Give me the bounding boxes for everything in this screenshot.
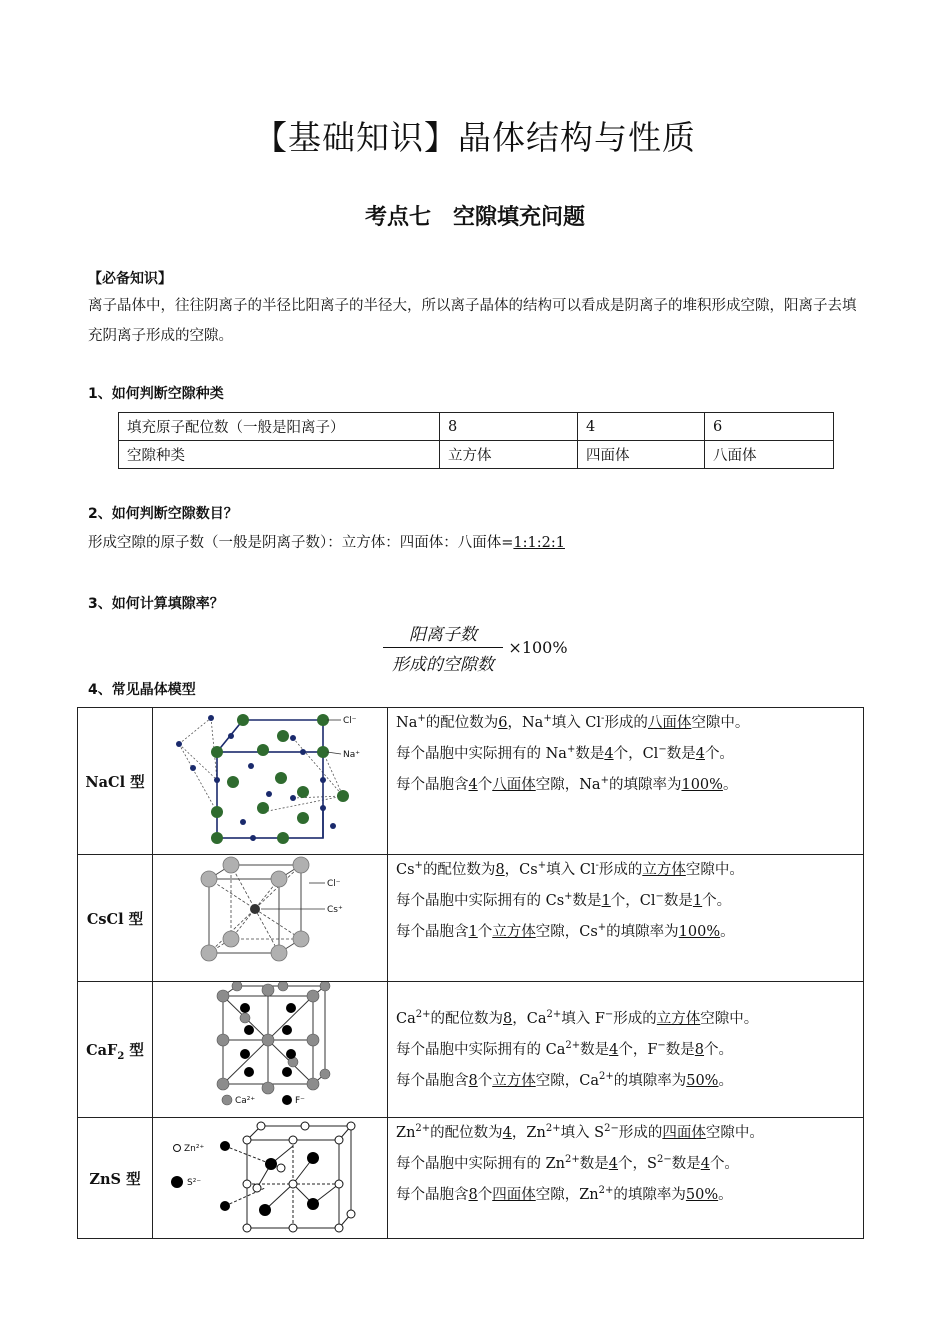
- table-cell: 八面体: [705, 441, 834, 469]
- text-fragment: 个。: [709, 1156, 739, 1172]
- text-fragment: 个，Cl: [613, 746, 659, 762]
- cscl-line-2: [396, 886, 863, 917]
- q4-heading: 4、常见晶体模型: [88, 682, 196, 698]
- text-fragment: 空隙，Zn: [535, 1187, 599, 1203]
- table-row: [78, 982, 864, 1118]
- text-fragment: 4: [609, 1042, 619, 1058]
- table-cell: 4: [578, 413, 705, 441]
- text-fragment: 八面体: [492, 777, 536, 793]
- text-fragment: +: [566, 744, 576, 756]
- caf2-figure-cell: [153, 982, 388, 1118]
- text-fragment: 个。: [704, 746, 734, 762]
- text-fragment: 每个晶胞含: [396, 1187, 469, 1203]
- table-row: [119, 441, 834, 469]
- text-fragment: -: [601, 713, 605, 725]
- text-fragment: ，Na: [507, 715, 544, 731]
- text-fragment: +: [543, 713, 552, 725]
- q1-heading: 1、如何判断空隙种类: [88, 386, 224, 402]
- text-fragment: 每个晶胞含: [396, 777, 469, 793]
- text-fragment: 个: [477, 1073, 493, 1089]
- text-fragment: 个。: [702, 893, 732, 909]
- cscl-figure-cell: [153, 855, 388, 982]
- text-fragment: 数是: [579, 1156, 609, 1172]
- text-fragment: 个，F: [618, 1042, 658, 1058]
- caf2-line-2: [396, 1035, 863, 1066]
- text-fragment: 形成的: [604, 715, 648, 731]
- cscl-label-chloride: Cl⁻: [327, 879, 341, 889]
- text-fragment: 的配位数为: [425, 715, 499, 731]
- q2-heading: 2、如何判断空隙数目？: [88, 506, 238, 522]
- table-row: [78, 708, 864, 855]
- table-row: [78, 855, 864, 982]
- text-fragment: 2+: [598, 1071, 614, 1083]
- nacl-line-2: [396, 739, 863, 770]
- text-fragment: 。: [718, 1187, 733, 1203]
- intro-paragraph: 离子晶体中，往往阴离子的半径比阳离子的半径大，所以离子晶体的结构可以看成是阴离子的堆积形成空隙，阳离子去填充阴离子形成的空隙。: [88, 298, 857, 344]
- zns-line-1: [396, 1118, 863, 1149]
- text-fragment: Ca: [396, 1011, 416, 1027]
- text-fragment: 4: [695, 746, 705, 762]
- nacl-line-1: [396, 708, 863, 739]
- cscl-line-3: [396, 917, 863, 948]
- text-fragment: 个，Cl: [610, 893, 656, 909]
- text-fragment: 的填隙率为: [606, 924, 679, 940]
- text-fragment: 个: [477, 924, 493, 940]
- text-fragment: 50%: [685, 1187, 719, 1203]
- text-fragment: 形成的: [613, 1011, 657, 1027]
- caf2-unit-cell-diagram: [153, 982, 387, 1113]
- text-fragment: 的配位数为: [430, 1011, 503, 1027]
- text-fragment: 形成的: [618, 1125, 663, 1141]
- nacl-figure-cell: [153, 708, 388, 855]
- q3-heading: 3、如何计算填隙率？: [88, 596, 224, 612]
- zns-legend-zinc: Zn²⁺: [184, 1144, 205, 1154]
- text-fragment: +: [414, 860, 423, 872]
- text-fragment: Na: [396, 715, 418, 731]
- text-fragment: 1: [468, 924, 478, 940]
- text-fragment: 空隙，Na: [535, 777, 601, 793]
- q2-text: [88, 528, 868, 558]
- zns-line-2: [396, 1149, 863, 1180]
- caf2-legend-calcium: Ca²⁺: [235, 1096, 256, 1106]
- text-fragment: 空隙，Ca: [535, 1073, 599, 1089]
- text-fragment: ，Cs: [504, 862, 538, 878]
- table-cell: 6: [705, 413, 834, 441]
- q2-ratio: 1:1:2:1: [513, 535, 565, 551]
- q2-text-main: 形成空隙的原子数（一般是阴离子数）：立方体：四面体：八面体=: [88, 535, 514, 551]
- text-fragment: 每个晶胞中实际拥有的 Cs: [396, 893, 565, 909]
- text-fragment: ，Ca: [512, 1011, 547, 1027]
- text-fragment: 空隙中。: [700, 1011, 759, 1027]
- zns-figure-cell: [153, 1118, 388, 1239]
- text-fragment: 填入 S: [560, 1125, 605, 1141]
- text-fragment: 8: [495, 862, 505, 878]
- text-fragment: 个，S: [618, 1156, 657, 1172]
- text-fragment: 填入 Cl: [551, 715, 602, 731]
- text-fragment: 立方体: [492, 924, 536, 940]
- text-fragment: 8: [468, 1187, 478, 1203]
- text-fragment: 数是: [666, 746, 696, 762]
- table-cell: 8: [440, 413, 578, 441]
- text-fragment: +: [564, 891, 573, 903]
- model-name-caf2: [78, 982, 153, 1118]
- text-fragment: 4: [700, 1156, 710, 1172]
- text-fragment: 。: [720, 924, 735, 940]
- text-fragment: 个: [477, 777, 493, 793]
- text-fragment: +: [417, 713, 426, 725]
- nacl-description: [388, 708, 864, 855]
- section-label: 【必备知识】: [88, 271, 172, 287]
- model-name-cscl: CsCl 型: [78, 855, 153, 982]
- text-fragment: −: [604, 1009, 614, 1021]
- caf2-line-1: [396, 1004, 863, 1035]
- text-fragment: 的填隙率为: [608, 777, 682, 793]
- text-fragment: 50%: [686, 1073, 719, 1089]
- text-fragment: 4: [502, 1125, 512, 1141]
- text-fragment: 个。: [704, 1042, 734, 1058]
- text-fragment: 立方体: [642, 862, 686, 878]
- text-fragment: 形成的: [598, 862, 643, 878]
- text-fragment: 100%: [678, 924, 721, 940]
- text-fragment: 2+: [546, 1009, 562, 1021]
- text-fragment: -: [595, 860, 599, 872]
- text-fragment: −: [658, 744, 667, 756]
- caf2-line-3: [396, 1066, 863, 1097]
- text-fragment: 2+: [545, 1123, 561, 1135]
- cscl-unit-cell-diagram: [153, 855, 387, 977]
- gap-type-table: [118, 412, 834, 469]
- formula-numerator: 阳离子数: [383, 620, 503, 648]
- text-fragment: 。: [722, 777, 738, 793]
- text-fragment: 每个晶胞含: [396, 924, 469, 940]
- model-name-nacl: NaCl 型: [78, 708, 153, 855]
- text-fragment: 数是: [671, 1156, 701, 1172]
- text-fragment: 2−: [604, 1123, 619, 1135]
- text-fragment: 2+: [415, 1123, 431, 1135]
- table-cell: 空隙种类: [119, 441, 440, 469]
- text-fragment: 空隙，Cs: [535, 924, 598, 940]
- formula-denominator: 形成的空隙数: [392, 655, 494, 675]
- text-fragment: 填入 Cl: [546, 862, 596, 878]
- text-fragment: +: [537, 860, 547, 872]
- model-name-zns: ZnS 型: [78, 1118, 153, 1239]
- text-fragment: CaF: [86, 1042, 118, 1059]
- text-fragment: 空隙中。: [685, 862, 744, 878]
- table-cell: 立方体: [440, 441, 578, 469]
- cscl-label-cesium: Cs⁺: [327, 905, 343, 915]
- text-fragment: 2: [117, 1050, 125, 1062]
- text-fragment: 。: [718, 1073, 733, 1089]
- text-fragment: 每个晶胞含: [396, 1073, 469, 1089]
- text-fragment: 2+: [565, 1040, 581, 1052]
- text-fragment: ，Zn: [511, 1125, 546, 1141]
- text-fragment: 每个晶胞中实际拥有的 Zn: [396, 1156, 566, 1172]
- table-row: [78, 1118, 864, 1239]
- text-fragment: +: [600, 775, 609, 787]
- text-fragment: Zn: [396, 1125, 416, 1141]
- text-fragment: 2+: [598, 1185, 614, 1197]
- text-fragment: +: [597, 922, 607, 934]
- text-fragment: 立方体: [656, 1011, 701, 1027]
- text-fragment: 四面体: [492, 1187, 536, 1203]
- zns-legend-sulfide: S²⁻: [187, 1178, 202, 1188]
- text-fragment: 8: [503, 1011, 513, 1027]
- text-fragment: 100%: [681, 777, 723, 793]
- text-fragment: 1: [692, 893, 703, 909]
- text-fragment: 1: [601, 893, 611, 909]
- text-fragment: 8: [694, 1042, 705, 1058]
- caf2-legend-fluoride: F⁻: [295, 1096, 305, 1106]
- text-fragment: 数是: [580, 1042, 610, 1058]
- nacl-line-3: [396, 770, 863, 801]
- text-fragment: −: [655, 891, 664, 903]
- text-fragment: 八面体: [647, 715, 692, 731]
- cscl-description: [388, 855, 864, 982]
- page-subtitle: 考点七 空隙填充问题: [364, 205, 585, 230]
- zns-line-3: [396, 1180, 863, 1211]
- text-fragment: 4: [608, 1156, 619, 1172]
- page-title: 【基础知识】晶体结构与性质: [254, 118, 696, 157]
- text-fragment: 空隙中。: [705, 1125, 764, 1141]
- text-fragment: −: [657, 1040, 666, 1052]
- table-cell: 填充原子配位数（一般是阳离子）: [119, 413, 440, 441]
- text-fragment: 数是: [572, 893, 602, 909]
- formula-multiplier: ×100%: [508, 638, 568, 657]
- text-fragment: 每个晶胞中实际拥有的 Na: [396, 746, 567, 762]
- caf2-description: [388, 982, 864, 1118]
- text-fragment: 数是: [663, 893, 693, 909]
- nacl-label-sodium: Na⁺: [343, 750, 360, 760]
- cscl-line-1: [396, 855, 863, 886]
- text-fragment: 8: [468, 1073, 478, 1089]
- table-row: [119, 413, 834, 441]
- zns-description: [388, 1118, 864, 1239]
- text-fragment: 立方体: [492, 1073, 536, 1089]
- text-fragment: 的填隙率为: [613, 1187, 686, 1203]
- nacl-unit-cell-diagram: [153, 708, 387, 850]
- text-fragment: 数是: [665, 1042, 695, 1058]
- text-fragment: 填入 F: [561, 1011, 605, 1027]
- text-fragment: 6: [498, 715, 508, 731]
- text-fragment: 2+: [415, 1009, 431, 1021]
- text-fragment: 4: [468, 777, 478, 793]
- text-fragment: 的配位数为: [422, 862, 496, 878]
- table-cell: 四面体: [578, 441, 705, 469]
- text-fragment: 2+: [565, 1154, 580, 1166]
- fill-rate-formula: [383, 620, 568, 675]
- text-fragment: 的填隙率为: [613, 1073, 687, 1089]
- text-fragment: 四面体: [662, 1125, 706, 1141]
- text-fragment: 的配位数为: [430, 1125, 503, 1141]
- text-fragment: 型: [124, 1042, 144, 1059]
- nacl-label-chloride: Cl⁻: [343, 716, 357, 726]
- formula-fraction: [383, 620, 503, 675]
- text-fragment: 每个晶胞中实际拥有的 Ca: [396, 1042, 566, 1058]
- text-fragment: 空隙中。: [691, 715, 750, 731]
- text-fragment: 2−: [656, 1154, 672, 1166]
- text-fragment: 4: [604, 746, 614, 762]
- zns-unit-cell-diagram: [153, 1118, 387, 1234]
- crystal-model-table: [77, 707, 864, 1239]
- text-fragment: Cs: [396, 862, 415, 878]
- text-fragment: 数是: [575, 746, 605, 762]
- text-fragment: 个: [477, 1187, 493, 1203]
